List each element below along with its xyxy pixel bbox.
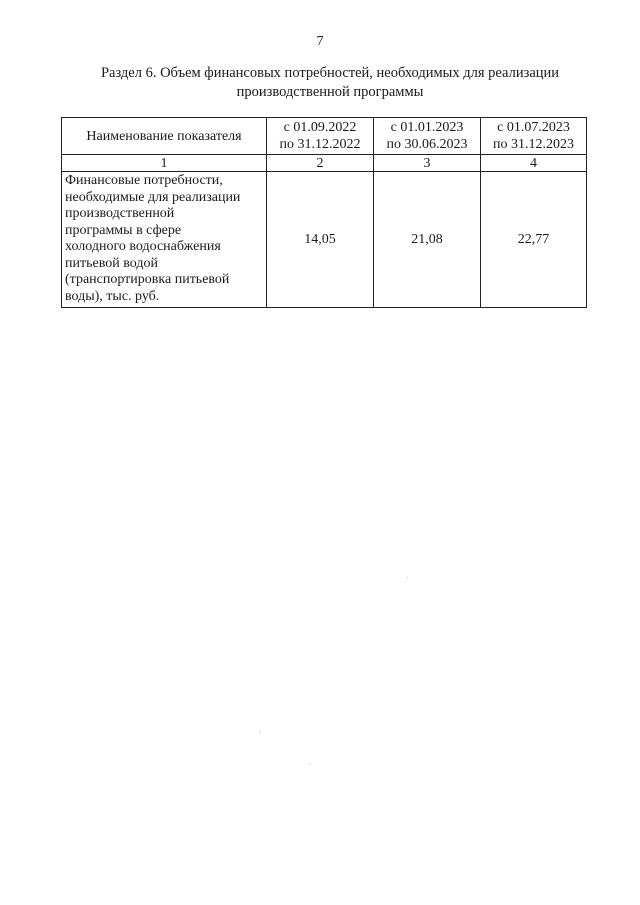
financial-needs-table	[61, 117, 587, 308]
header-period-3: с 01.07.2023 по 31.12.2023	[481, 118, 587, 155]
header-period-1: с 01.09.2022 по 31.12.2022	[267, 118, 374, 155]
value-period-1: 14,05	[267, 172, 374, 308]
scan-speck	[260, 732, 261, 733]
value-period-2: 21,08	[374, 172, 481, 308]
scan-speck	[407, 577, 408, 578]
header-indicator-name: Наименование показателя	[62, 118, 267, 155]
column-number-1: 1	[62, 155, 267, 172]
section-title-line-2: производственной программы	[236, 84, 424, 100]
column-number-4: 4	[481, 155, 587, 172]
scan-speck	[309, 764, 310, 765]
page-number: 7	[316, 34, 324, 49]
section-title	[50, 64, 610, 102]
table-header-row	[62, 118, 587, 155]
table-row	[62, 172, 587, 308]
column-number-row	[62, 155, 587, 172]
indicator-name-cell: Финансовые потребности, необходимые для реализации производственной программы в сфере холодного водоснабжения питьевой водой (транспортировка питьевой воды), тыс. руб.	[62, 172, 267, 308]
section-title-line-1: Раздел 6. Объем финансовых потребностей, необходимых для реализации	[100, 65, 560, 81]
value-period-3: 22,77	[481, 172, 587, 308]
header-period-2: с 01.01.2023 по 30.06.2023	[374, 118, 481, 155]
column-number-2: 2	[267, 155, 374, 172]
column-number-3: 3	[374, 155, 481, 172]
